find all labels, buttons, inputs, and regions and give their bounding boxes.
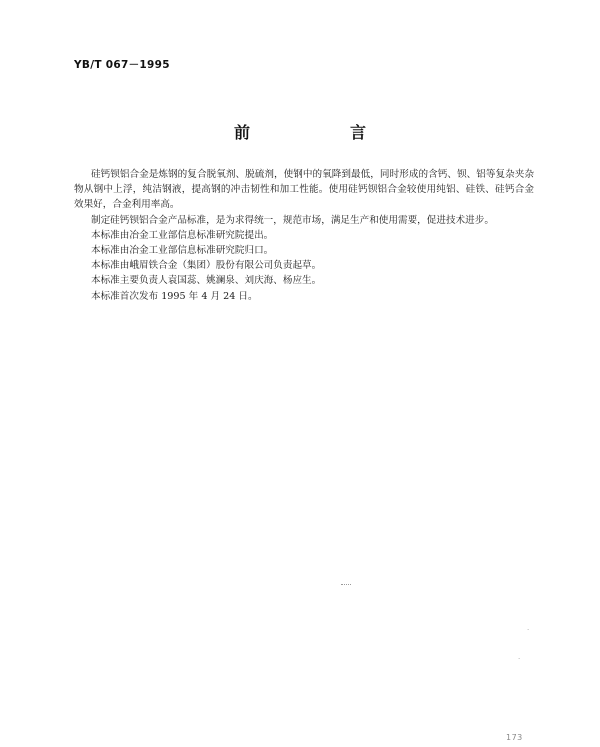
foreword-body — [74, 167, 534, 304]
paragraph-purpose: 制定硅钙钡铝合金产品标准，是为求得统一，规范市场，满足生产和使用需要，促进技术进步。 — [91, 214, 494, 226]
page-number: 173 — [506, 733, 523, 742]
scan-artifact-mark: · — [527, 626, 530, 634]
paragraph-proposed-by: 本标准由冶金工业部信息标准研究院提出。 — [91, 229, 274, 241]
scan-artifact-dots — [341, 584, 351, 586]
paragraph-managed-by: 本标准由冶金工业部信息标准研究院归口。 — [91, 245, 274, 257]
paragraph-drafted-by: 本标准由峨眉铁合金（集团）股份有限公司负责起草。 — [91, 260, 322, 272]
scan-artifact-mark: · — [518, 655, 521, 663]
paragraph-intro: 硅钙钡铝合金是炼钢的复合脱氧剂、脱硫剂，使钢中的氧降到最低，同时形成的含钙、钡、铝等复杂夹杂物从钢中上浮，纯洁钢液，提高钢的冲击韧性和加工性能。使用硅钙钡铝合金较使用纯铝、硅铁、硅钙合金效果好，合金利用率高。 — [74, 169, 534, 211]
paragraph-responsible-persons: 本标准主要负责人袁国蕊、姚澜泉、刘庆海、杨应生。 — [91, 275, 322, 287]
standard-code: YB/T 067－1995 — [74, 59, 170, 71]
page-title: 前 言 — [233, 123, 408, 142]
paragraph-first-issued: 本标准首次发布 1995 年 4 月 24 日。 — [91, 290, 258, 302]
